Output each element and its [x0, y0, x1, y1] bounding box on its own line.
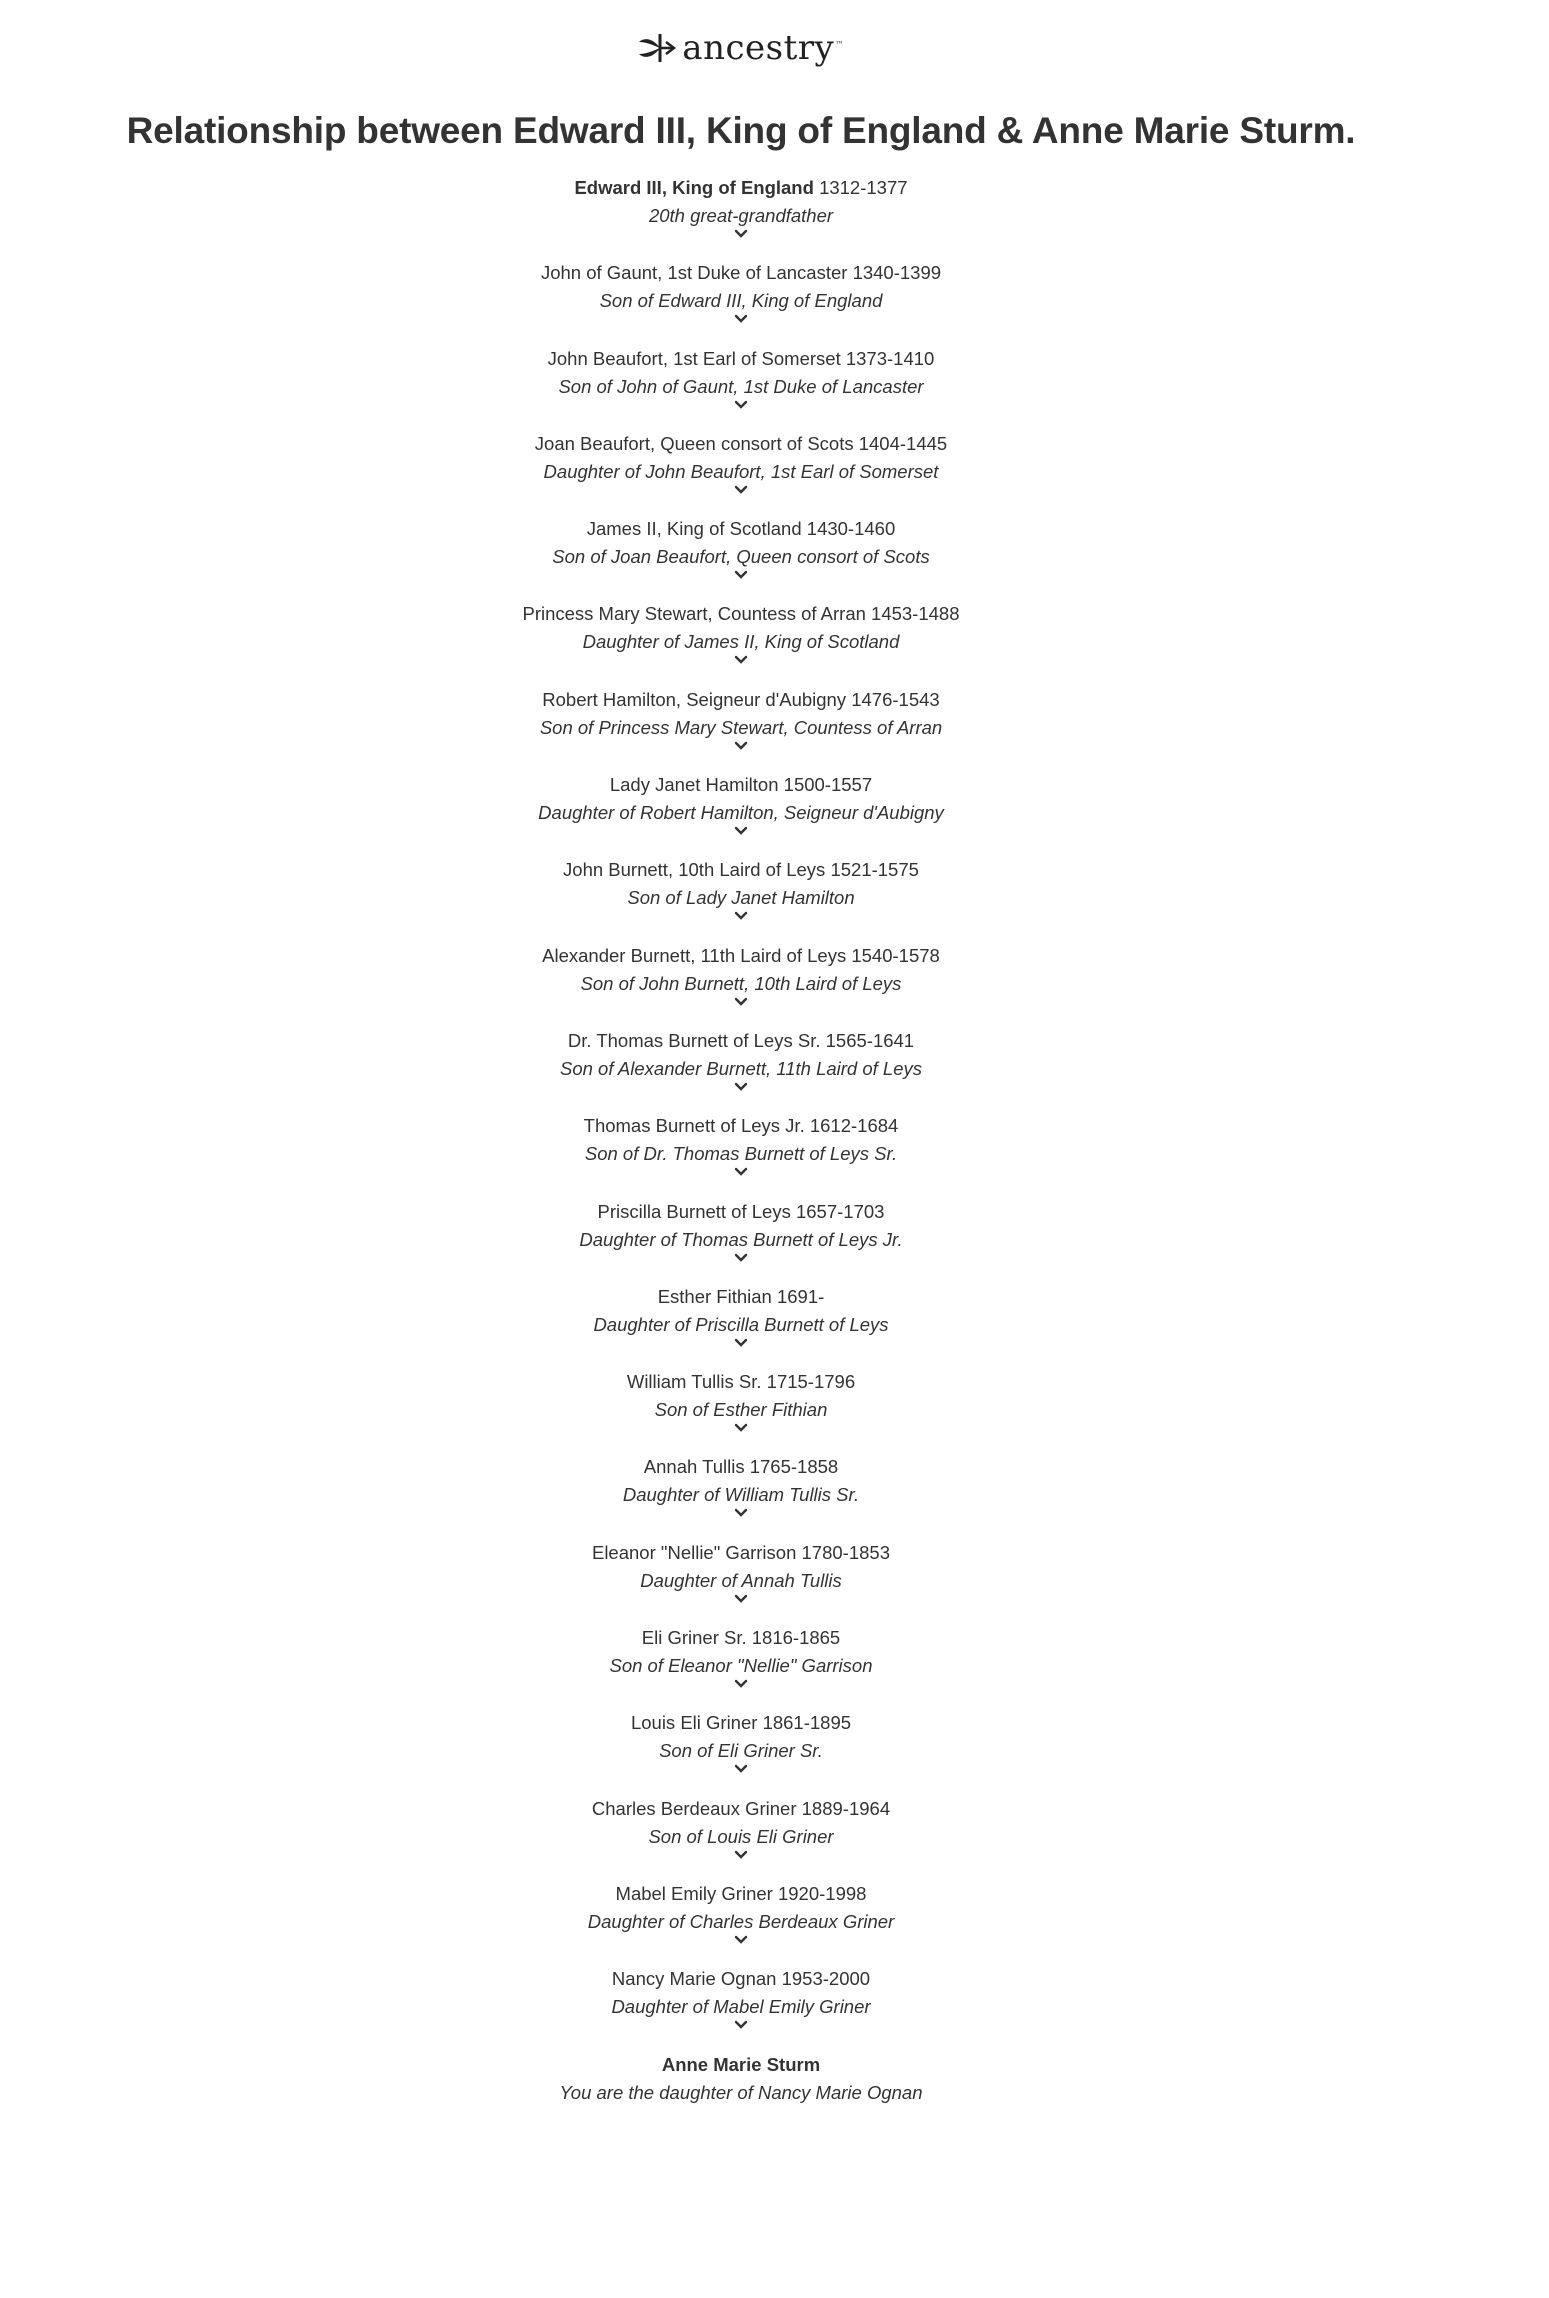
relation-text: Son of John of Gaunt, 1st Duke of Lancaster	[558, 375, 924, 397]
chain-entry	[0, 856, 1482, 941]
person-name: Anne Marie Sturm	[661, 2053, 821, 2075]
chevron-down-icon	[734, 1764, 748, 1774]
person-line	[0, 1027, 1482, 1055]
person-dates: 1715-1796	[766, 1371, 856, 1393]
chain-entry	[0, 1965, 1482, 2050]
person-dates: 1816-1865	[751, 1627, 841, 1649]
person-dates: 1657-1703	[795, 1200, 885, 1222]
chevron-down-icon	[734, 400, 748, 410]
person-name: John Beaufort, 1st Earl of Somerset	[547, 347, 841, 369]
person-line	[0, 1880, 1482, 1908]
person-line	[0, 771, 1482, 799]
person-line	[0, 1283, 1482, 1311]
relation-text: Son of John Burnett, 10th Laird of Leys	[580, 972, 902, 994]
relation-text: Daughter of Robert Hamilton, Seigneur d'Aubigny	[538, 802, 944, 824]
relation-text: You are the daughter of Nancy Marie Ognan	[559, 2081, 923, 2103]
chain-entry	[0, 1624, 1482, 1709]
person-name: John Burnett, 10th Laird of Leys	[563, 859, 826, 881]
relation-text: Son of Joan Beaufort, Queen consort of Scots	[552, 546, 930, 568]
person-line	[0, 1965, 1482, 1993]
relation-text: 20th great-grandfather	[648, 205, 834, 226]
chain-entry	[0, 600, 1482, 685]
brand-name: ancestry™	[682, 28, 844, 68]
chevron-down-icon	[734, 1253, 748, 1263]
chain-entry	[0, 1880, 1482, 1965]
person-dates: 1500-1557	[783, 774, 873, 796]
person-name: James II, King of Scotland	[586, 518, 802, 540]
relation-text: Daughter of Thomas Burnett of Leys Jr.	[579, 1228, 903, 1250]
person-line	[0, 1198, 1482, 1226]
person-name: Nancy Marie Ognan	[611, 1968, 777, 1990]
person-dates: 1612-1684	[809, 1115, 899, 1137]
person-name: Joan Beaufort, Queen consort of Scots	[534, 432, 854, 454]
relation-text: Daughter of James II, King of Scotland	[582, 631, 900, 653]
relation-text: Daughter of Annah Tullis	[640, 1569, 842, 1591]
chain-entry	[0, 1539, 1482, 1624]
relation-text: Son of Esther Fithian	[654, 1399, 828, 1421]
person-line	[0, 345, 1482, 373]
chain-entry	[0, 345, 1482, 430]
chain-entry	[0, 174, 1482, 259]
chevron-down-icon	[734, 2020, 748, 2030]
chain-entry	[0, 1027, 1482, 1112]
chevron-down-icon	[734, 655, 748, 665]
relation-text: Son of Princess Mary Stewart, Countess of Arran	[539, 716, 943, 738]
person-dates: 1765-1858	[749, 1456, 839, 1478]
person-name: Mabel Emily Griner	[615, 1882, 773, 1904]
chain-entry	[0, 686, 1482, 771]
relation-text: Son of Edward III, King of England	[599, 290, 883, 312]
person-name: Princess Mary Stewart, Countess of Arran	[522, 603, 866, 625]
person-name: Charles Berdeaux Griner	[591, 1797, 797, 1819]
person-line	[0, 1539, 1482, 1567]
person-dates: 1540-1578	[851, 944, 940, 966]
person-name: William Tullis Sr.	[626, 1371, 762, 1393]
person-name: Lady Janet Hamilton	[609, 774, 779, 796]
chevron-down-icon	[734, 1679, 748, 1689]
relation-text: Son of Alexander Burnett, 11th Laird of Leys	[559, 1057, 922, 1079]
ancestry-logo	[0, 28, 1482, 68]
person-dates: 1889-1964	[801, 1797, 891, 1819]
relation-text: Son of Lady Janet Hamilton	[627, 887, 855, 909]
chevron-down-icon	[734, 1935, 748, 1945]
person-dates: 1312-1377	[819, 177, 908, 198]
chevron-down-icon	[734, 1338, 748, 1348]
person-line	[0, 600, 1482, 628]
relation-text: Son of Eleanor "Nellie" Garrison	[609, 1655, 873, 1677]
person-name: Dr. Thomas Burnett of Leys Sr.	[567, 1029, 821, 1051]
person-line	[0, 430, 1482, 458]
relation-text: Daughter of Priscilla Burnett of Leys	[593, 1313, 889, 1335]
relation-text: Daughter of John Beaufort, 1st Earl of Somerset	[543, 460, 939, 482]
person-name: John of Gaunt, 1st Duke of Lancaster	[540, 262, 848, 284]
person-dates: 1565-1641	[825, 1029, 915, 1051]
chain-entry	[0, 259, 1482, 344]
person-dates: 1373-1410	[845, 347, 935, 369]
chain-entry	[0, 1368, 1482, 1453]
person-name: Louis Eli Griner	[630, 1712, 758, 1734]
chain-entry	[0, 942, 1482, 1027]
chevron-down-icon	[734, 1508, 748, 1518]
relationship-chain	[0, 174, 1482, 2136]
leaf-icon	[638, 31, 678, 65]
chevron-down-icon	[734, 229, 748, 239]
person-line	[0, 1112, 1482, 1140]
person-line	[0, 1624, 1482, 1652]
person-line	[0, 1709, 1482, 1737]
relation-text: Son of Louis Eli Griner	[648, 1825, 834, 1847]
person-dates: 1476-1543	[851, 688, 940, 710]
chevron-down-icon	[734, 911, 748, 921]
chevron-down-icon	[734, 997, 748, 1007]
chain-entry	[0, 1112, 1482, 1197]
chevron-down-icon	[734, 1423, 748, 1433]
person-dates: 1430-1460	[806, 518, 896, 540]
person-line	[0, 1795, 1482, 1823]
chain-entry	[0, 515, 1482, 600]
chain-entry	[0, 1709, 1482, 1794]
relation-text: Daughter of William Tullis Sr.	[622, 1484, 860, 1506]
person-line	[0, 515, 1482, 543]
chain-entry	[0, 1283, 1482, 1368]
person-line	[0, 174, 1482, 202]
person-name: Esther Fithian	[657, 1285, 772, 1307]
person-line	[0, 2051, 1482, 2079]
person-line	[0, 856, 1482, 884]
relation-text: Son of Dr. Thomas Burnett of Leys Sr.	[584, 1143, 898, 1165]
relation-text: Son of Eli Griner Sr.	[659, 1740, 823, 1762]
person-name: Robert Hamilton, Seigneur d'Aubigny	[542, 688, 847, 710]
person-line	[0, 942, 1482, 970]
person-line	[0, 686, 1482, 714]
person-dates: 1861-1895	[762, 1712, 852, 1734]
person-dates: 1953-2000	[781, 1968, 871, 1990]
person-dates: 1340-1399	[852, 262, 942, 284]
page-title: Relationship between Edward III, King of England & Anne Marie Sturm.	[126, 110, 1356, 151]
chain-entry	[0, 771, 1482, 856]
person-dates: 1404-1445	[858, 432, 948, 454]
chevron-down-icon	[734, 1167, 748, 1177]
person-dates: 1691-	[776, 1285, 825, 1307]
chevron-down-icon	[734, 1082, 748, 1092]
trademark-mark: ™	[835, 39, 844, 49]
person-dates: 1453-1488	[871, 603, 960, 625]
relation-text: Daughter of Mabel Emily Griner	[611, 1996, 871, 2018]
person-dates: 1521-1575	[830, 859, 919, 881]
chevron-down-icon	[734, 314, 748, 324]
chain-entry	[0, 430, 1482, 515]
person-name: Edward III, King of England	[574, 177, 814, 198]
person-name: Thomas Burnett of Leys Jr.	[583, 1115, 805, 1137]
chevron-down-icon	[734, 826, 748, 836]
chain-entry	[0, 1453, 1482, 1538]
person-name: Priscilla Burnett of Leys	[597, 1200, 791, 1222]
person-name: Annah Tullis	[643, 1456, 745, 1478]
person-dates: 1780-1853	[801, 1541, 890, 1563]
person-name: Eli Griner Sr.	[641, 1627, 747, 1649]
person-name: Alexander Burnett, 11th Laird of Leys	[542, 944, 847, 966]
person-line	[0, 259, 1482, 287]
chain-entry	[0, 2051, 1482, 2136]
chain-entry	[0, 1795, 1482, 1880]
chevron-down-icon	[734, 485, 748, 495]
chevron-down-icon	[734, 570, 748, 580]
chevron-down-icon	[734, 741, 748, 751]
person-line	[0, 1368, 1482, 1396]
person-name: Eleanor "Nellie" Garrison	[591, 1541, 797, 1563]
chevron-down-icon	[734, 1594, 748, 1604]
chevron-down-icon	[734, 1850, 748, 1860]
relation-text: Daughter of Charles Berdeaux Griner	[587, 1910, 895, 1932]
person-dates: 1920-1998	[777, 1882, 867, 1904]
person-line	[0, 1453, 1482, 1481]
chain-entry	[0, 1198, 1482, 1283]
